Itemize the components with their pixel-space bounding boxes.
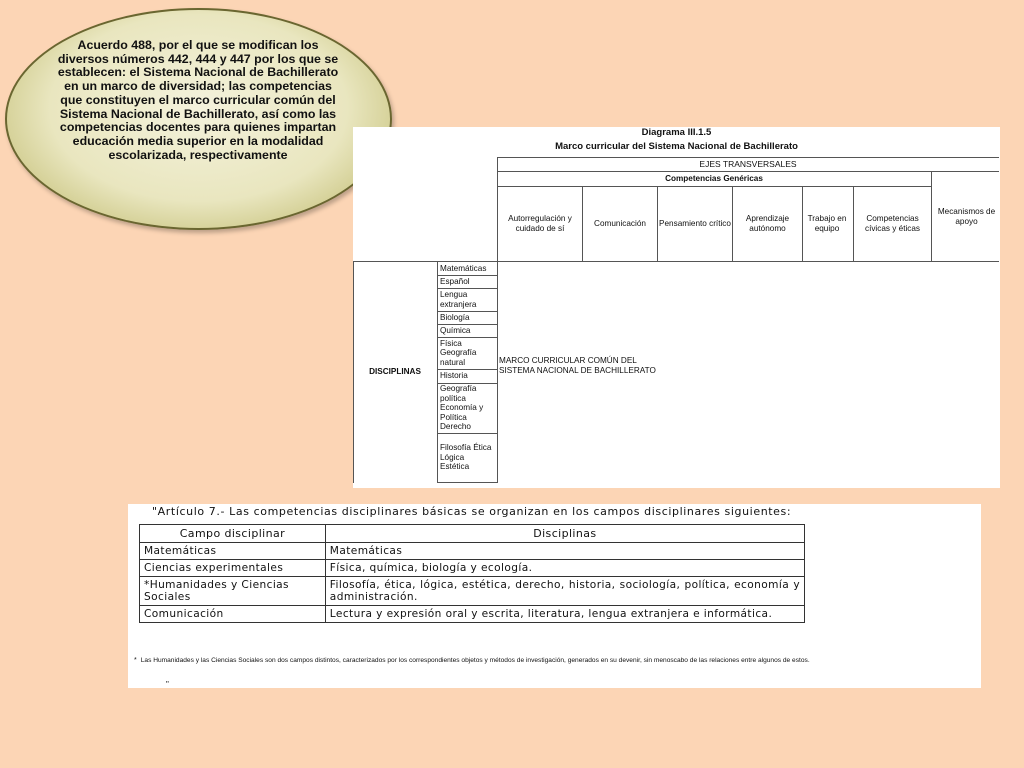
header-campo: Campo disciplinar <box>140 525 326 543</box>
diagram-panel <box>353 127 1000 488</box>
campo-cell: *Humanidades y Ciencias Sociales <box>140 577 326 606</box>
col-autorregulacion: Autorregulación y cuidado de sí <box>508 214 572 233</box>
article-panel <box>128 504 981 688</box>
disciplina-item: Geografía política Economía y Política Derecho <box>440 384 484 432</box>
table-row <box>140 560 805 577</box>
disciplinas-cell: Lectura y expresión oral y escrita, literatura, lengua extranjera e informática. <box>325 606 804 623</box>
footnote <box>134 656 974 665</box>
col-trabajo: Trabajo en equipo <box>807 214 847 233</box>
disciplina-item: Lengua extranjera <box>440 289 477 309</box>
disciplinas-cell: Filosofía, ética, lógica, estética, derecho, historia, sociología, política, economía y administración. <box>325 577 804 606</box>
col-mecanismos: Mecanismos de apoyo <box>937 207 996 226</box>
disciplina-item: Historia <box>440 371 468 381</box>
diagram-subtitle: Marco curricular del Sistema Nacional de Bachillerato <box>555 141 798 152</box>
oval-text: Acuerdo 488, por el que se modifican los diversos números 442, 444 y 447 por los que se establecen: el Sistema Nacional de Bachillerato en un marco de diversidad; las competencias que constituyen el marco curricular común del Sistema Nacional de Bachillerato, así como las competencias docentes para quienes impartan educación media superior en la modalidad escolarizada, respectivamente <box>57 38 339 162</box>
article-title: "Artículo 7.- Las competencias disciplinares básicas se organizan en los campos disciplinares siguientes: <box>152 505 792 518</box>
col-civicas: Competencias cívicas y éticas <box>864 214 921 233</box>
header-disciplinas: Disciplinas <box>325 525 804 543</box>
table-row <box>140 543 805 560</box>
footnote-text: Las Humanidades y las Ciencias Sociales son dos campos distintos, caracterizados por los correspondientes objetos y métodos de investigación, generados en su devenir, sin menoscabo de las relaciones entre algunos de estos. <box>140 657 810 664</box>
campo-cell: Matemáticas <box>140 543 326 560</box>
disciplina-item: Filosofía Ética Lógica Estética <box>440 443 492 472</box>
disciplinas-cell: Física, química, biología y ecología. <box>325 560 804 577</box>
footnote-mark: * <box>134 657 137 664</box>
disciplina-item: Química <box>440 325 471 335</box>
table-row <box>140 606 805 623</box>
disciplina-item: Español <box>440 276 470 286</box>
disciplinas-label: DISCIPLINAS <box>369 367 421 376</box>
col-aprendizaje: Aprendizaje autónomo <box>745 214 790 233</box>
campo-cell: Comunicación <box>140 606 326 623</box>
disciplina-item: Física Geografía natural <box>440 338 477 367</box>
article-table <box>139 524 805 623</box>
disciplina-item: Matemáticas <box>440 263 487 273</box>
ejes-transversales: EJES TRANSVERSALES <box>699 159 797 169</box>
marco-curricular-label: MARCO CURRICULAR COMÚN DEL SISTEMA NACIONAL DE BACHILLERATO <box>499 356 656 375</box>
competencias-genericas: Competencias Genéricas <box>665 173 763 183</box>
campo-cell: Ciencias experimentales <box>140 560 326 577</box>
col-pensamiento: Pensamiento crítico <box>659 219 731 228</box>
disciplina-item: Biología <box>440 312 470 322</box>
disciplinas-cell: Matemáticas <box>325 543 804 560</box>
col-comunicacion: Comunicación <box>594 219 646 228</box>
diagram-title: Diagrama III.1.5 <box>641 127 712 138</box>
closing-quote: " <box>166 680 169 689</box>
table-row <box>140 577 805 606</box>
